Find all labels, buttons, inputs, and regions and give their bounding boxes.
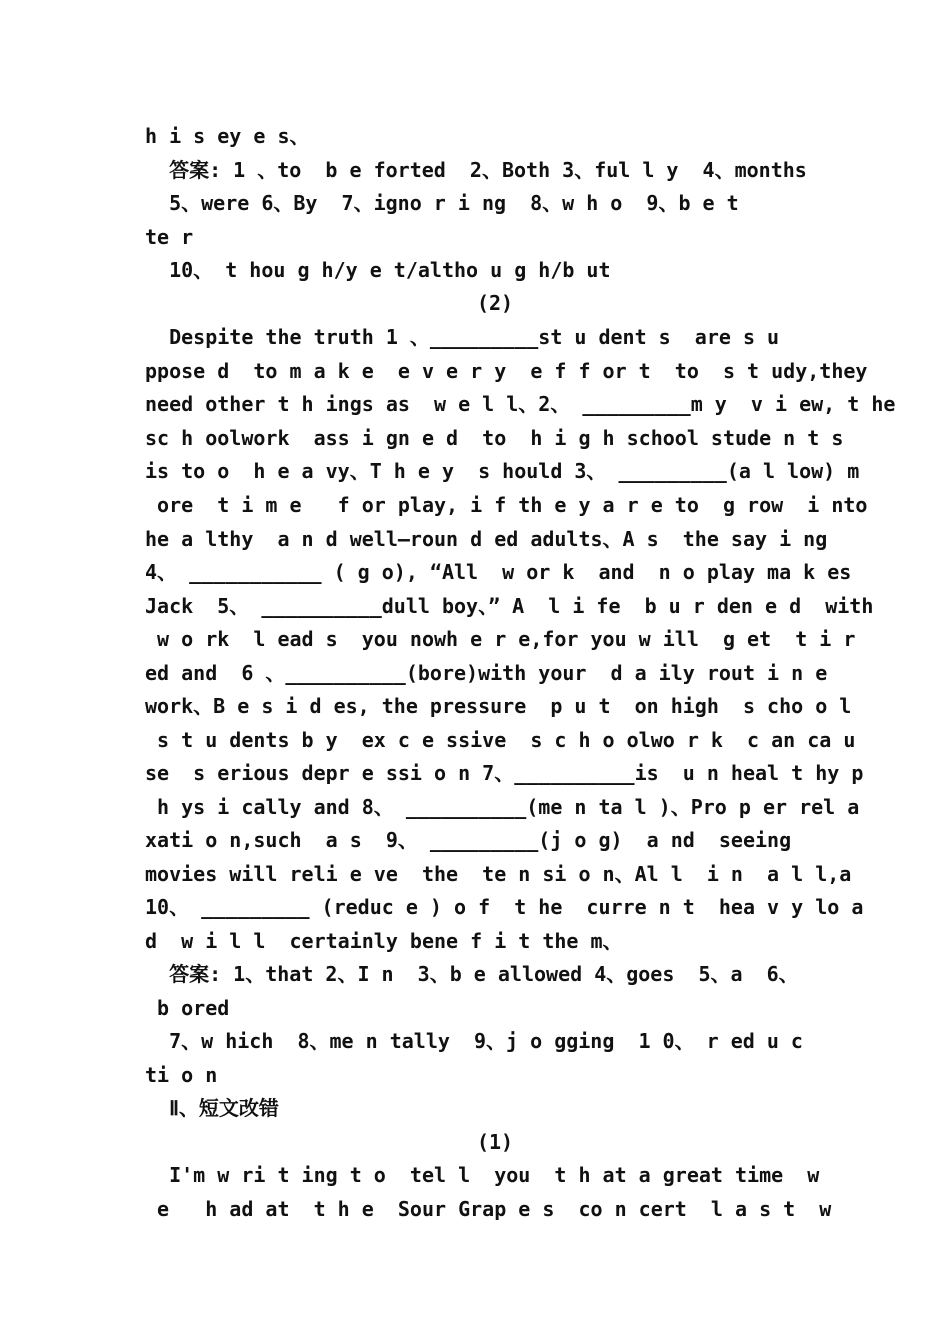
answer-line: ti o n <box>145 1063 218 1087</box>
passage-line: e h ad at t h e Sour Grap e s co n cert l a s t w <box>145 1197 832 1221</box>
passage-line: work、B e s i d es, the pressure p u t on high s cho o l <box>145 694 852 718</box>
answer-line: te r <box>145 225 194 249</box>
passage-line: d w i l l certainly bene f i t the m、 <box>145 929 623 953</box>
passage-line: s t u dents b y ex c e ssive s c h o olwo r k c an ca u <box>145 728 856 752</box>
answer-line: 答案: 1 、to b e forted 2、Both 3、ful l y 4、months <box>145 158 807 182</box>
passage-line: 10、 _________ (reduc e ) o f t he curre n t hea v y lo a <box>145 895 864 919</box>
answer-line: 答案: 1、that 2、I n 3、b e allowed 4、goes 5、a 6、 <box>145 962 799 986</box>
passage-line: he a lthy a n d well—roun d ed adults、A s the say i ng <box>145 527 828 551</box>
passage-line: ppose d to m a k e e v e r y e f f or t to s t udy,they <box>145 359 868 383</box>
answer-line: 5、were 6、By 7、igno r i ng 8、w h o 9、b e t <box>145 191 739 215</box>
passage-line: h ys i cally and 8、 __________(me n ta l )、Pro p er rel a <box>145 795 860 819</box>
passage-line: need other t h ings as w e l l、2、 _________m y v i ew, t he <box>145 392 896 416</box>
passage-line: ed and 6 、__________(bore)with your d a ily rout i n e <box>145 661 828 685</box>
passage-line: ore t i m e f or play, i f th e y a r e to g row i nto <box>145 493 868 517</box>
passage-line: movies will reli e ve the te n si o n、Al l i n a l l,a <box>145 862 852 886</box>
passage-line: Despite the truth 1 、_________st u dent s are s u <box>145 325 780 349</box>
answer-line: 7、w hich 8、me n tally 9、j o gging 1 0、 r ed u c <box>145 1029 803 1053</box>
passage-line: I'm w ri t ing t o tel l you t h at a great time w <box>145 1163 820 1187</box>
passage-line: is to o h e a vy、T h e y s hould 3、 _________(a l low) m <box>145 459 860 483</box>
answer-line: b ored <box>145 996 230 1020</box>
passage-line: xati o n,such a s 9、 _________(j o g) a nd seeing <box>145 828 792 852</box>
section-heading: (2) <box>476 291 514 315</box>
passage-line: 4、 ___________ ( g o), “All w or k and n o play ma k es <box>145 560 852 584</box>
passage-line: se s erious depr e ssi o n 7、__________is u n heal t hy p <box>145 761 864 785</box>
passage-line: sc h oolwork ass i gn e d to h i g h school stude n t s <box>145 426 844 450</box>
text-line: h i s ey e s、 <box>145 124 310 148</box>
section-heading: (1) <box>476 1130 514 1154</box>
answer-line: 10、 t hou g h/y e t/altho u g h/b ut <box>145 258 611 282</box>
passage-line: Jack 5、 __________dull boy、” A l i fe b u r den e d with <box>145 594 874 618</box>
passage-line: w o rk l ead s you nowh e r e,for you w ill g et t i r <box>145 627 856 651</box>
section-title: Ⅱ、短文改错 <box>145 1096 279 1120</box>
